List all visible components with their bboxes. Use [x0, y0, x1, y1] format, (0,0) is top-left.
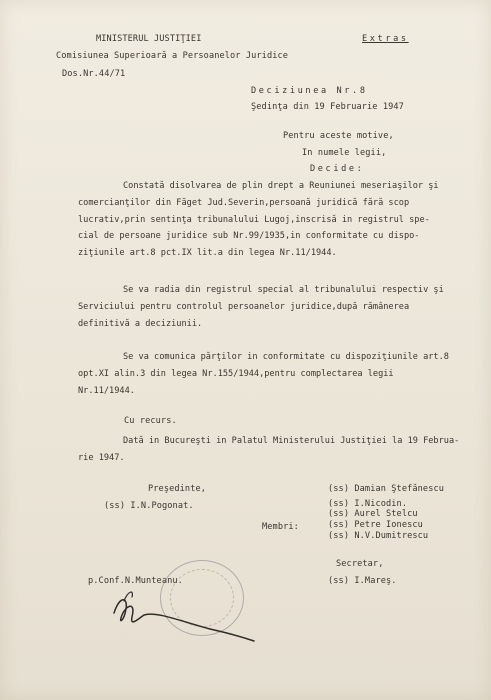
paragraph-dissolution [78, 178, 439, 262]
ministry-heading: MINISTERUL JUSTIŢIEI [96, 34, 202, 44]
conformity-line: p.Conf.N.Munteanu. [88, 576, 183, 586]
text-line: Serviciului pentru controlul persoanelor juridice,după rămânerea [78, 301, 410, 312]
president-label: Preşedinte, [148, 484, 207, 494]
text-line: Dată in Bucureşti in Palatul Ministerului Justiţiei la 19 Februa- [123, 436, 460, 446]
text-line: cial de persoane juridice sub Nr.99/1935,in conformitate cu dispo- [78, 231, 420, 242]
member-signature: (ss) Petre Ionescu [328, 520, 423, 530]
motive-line: Pentru aceste motive, [283, 131, 394, 141]
text-line: lucrativ,prin sentinţa tribunalului Lugoj,inscrisă in registrul spe- [78, 214, 430, 225]
recourse-line: Cu recurs. [124, 416, 177, 426]
decides-line: Decide: [310, 164, 365, 174]
text-line: comercianţilor din Făget Jud.Severin,persoană juridică fără scop [78, 197, 410, 208]
text-line: ziţiunile art.8 pct.IX lit.a din legea Nr.11/1944. [78, 248, 337, 259]
handwritten-signature [110, 575, 260, 645]
president-signature: (ss) I.N.Pogonat. [104, 501, 194, 511]
member-signature: (ss) Aurel Stelcu [328, 509, 418, 519]
text-line: Se va radia din registrul special al tribunalului respectiv şi [123, 285, 444, 295]
text-line: Constată disolvarea de plin drept a Reuniunei meseriaşilor şi [123, 181, 439, 191]
text-line: opt.XI alin.3 din legea Nr.155/1944,pentru complectarea legii [78, 368, 394, 379]
member-signature: (ss) Damian Ştefănescu [328, 484, 445, 494]
extract-label: Extras [362, 34, 409, 44]
text-line: Se va comunica părţilor in conformitate cu dispoziţiunile art.8 [123, 352, 449, 362]
member-signature: (ss) I.Nicodin. [328, 499, 408, 509]
members-label: Membri: [262, 522, 299, 532]
law-line: In numele legii, [302, 148, 387, 158]
text-line: Nr.11/1944. [78, 385, 135, 396]
paragraph-given [78, 433, 459, 467]
secretary-signature: (ss) I.Mareş. [328, 576, 397, 586]
paragraph-communication [78, 349, 449, 399]
decision-title: Deciziunea Nr.8 [251, 86, 368, 96]
dossier-number: Dos.Nr.44/71 [62, 69, 126, 79]
member-signature: (ss) N.V.Dumitrescu [328, 531, 429, 541]
session-date: Şedinţa din 19 Februarie 1947 [251, 102, 404, 112]
paragraph-registry [78, 282, 444, 332]
text-line: definitivă a deciziunii. [78, 318, 203, 329]
text-line: rie 1947. [78, 452, 125, 463]
commission-heading: Comisiunea Superioară a Persoanelor Juridice [56, 51, 289, 61]
secretary-label: Secretar, [336, 559, 384, 569]
